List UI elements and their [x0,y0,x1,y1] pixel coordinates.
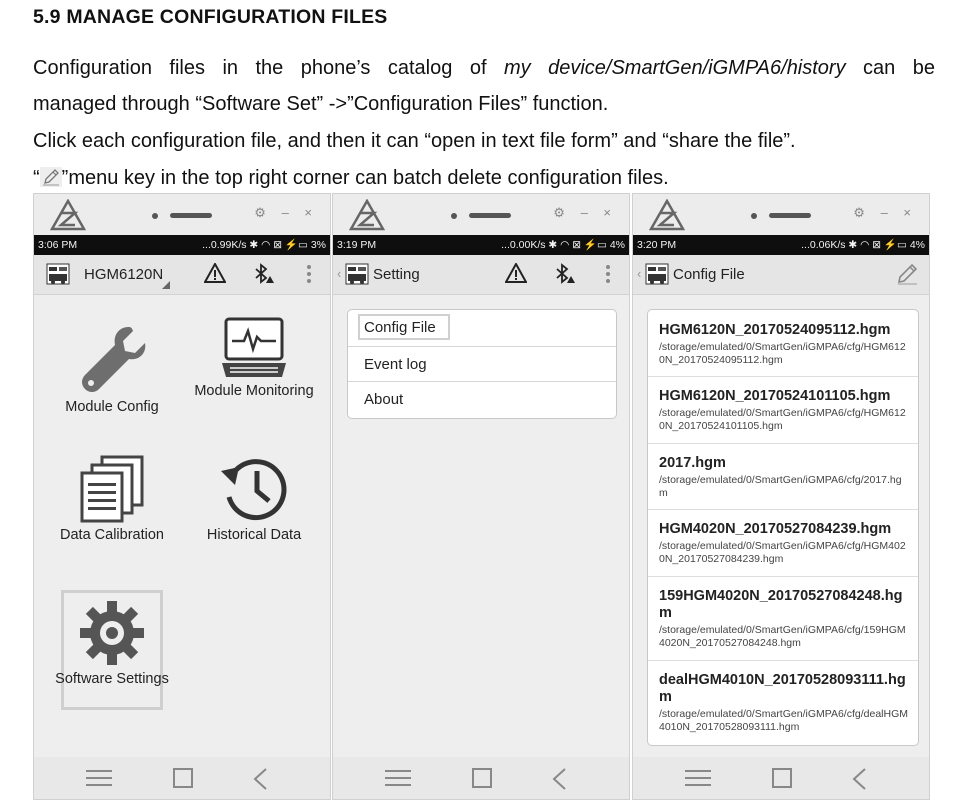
menu-item-label: Event log [364,356,427,373]
device-name[interactable]: HGM6120N [84,266,164,283]
menu-item-label: Config File [364,319,436,336]
page-title: Config File [673,266,745,283]
smartgen-logo-icon [649,199,685,231]
status-bar [633,235,929,255]
tile-label: Data Calibration [60,527,164,543]
menu-icon[interactable] [385,768,411,788]
app-logo-icon [345,263,369,285]
monitor-icon [220,317,288,379]
p4-open-quote: “ [33,167,40,189]
wrench-icon [77,323,147,395]
warning-icon[interactable] [204,263,226,283]
menu-item-config-file[interactable] [348,310,616,345]
tile-module-monitoring[interactable] [189,317,319,400]
page-title: Setting [373,266,420,283]
menu-item-event-log[interactable] [348,346,616,381]
speaker-bar [769,213,811,218]
status-bar [34,235,330,255]
camera-dot [751,213,757,219]
list-item[interactable] [648,310,918,377]
file-path: /storage/emulated/0/SmartGen/iGMPA6/cfg/HGM6120N_20170524101105.hgm [659,407,906,432]
paragraph-managed: managed through “Software Set” ->”Configuration Files” function. [33,93,609,115]
home-icon[interactable] [471,768,493,788]
config-file-list [647,309,919,746]
section-heading: 5.9 MANAGE CONFIGURATION FILES [33,6,388,28]
file-path: /storage/emulated/0/SmartGen/iGMPA6/cfg/2017.hgm [659,474,902,499]
list-item[interactable] [648,577,918,661]
setting-content [333,295,629,758]
window-titlebar [633,194,929,235]
list-item[interactable] [648,444,918,510]
file-name: HGM6120N_20170524101105.hgm [659,388,891,404]
tile-label: Module Config [65,399,159,415]
documents-icon [78,455,146,523]
app-bar [333,255,629,295]
back-icon[interactable] [551,768,567,790]
status-indicators: ...0.00K/s ✱ ◠ ⊠ ⚡▭ 4% [501,239,625,251]
menu-item-about[interactable] [348,381,616,416]
paragraph-menu-key [33,160,935,196]
settings-menu [347,309,617,419]
app-logo-icon [46,263,70,285]
smartgen-logo-icon [50,199,86,231]
tile-label: Software Settings [55,671,169,687]
file-path: /storage/emulated/0/SmartGen/iGMPA6/cfg/dealHGM4010N_20170528093111.hgm [659,708,908,733]
status-time: 3:19 PM [337,239,377,251]
paragraph-catalog [33,50,935,86]
p4-rest: ”menu key in the top right corner can batch delete configuration files. [61,167,669,189]
home-icon[interactable] [771,768,793,788]
window-controls[interactable]: ⚙ – × [553,205,617,220]
phone-screenshot-config-file [632,193,930,800]
back-chevron-icon[interactable]: ‹ [637,266,642,281]
tile-module-config[interactable] [47,323,177,416]
file-name: dealHGM4010N_20170528093111.hgm [659,672,906,705]
bluetooth-icon[interactable] [252,262,274,286]
tile-label: Historical Data [206,527,302,543]
gear-icon [78,599,146,667]
window-titlebar [34,194,330,235]
pencil-icon [40,167,62,187]
camera-dot [451,213,457,219]
status-bar [333,235,629,255]
speaker-bar [469,213,511,218]
history-clock-icon [219,455,289,523]
tile-historical-data[interactable] [189,455,319,544]
dropdown-corner-icon[interactable] [162,281,170,289]
status-time: 3:20 PM [637,239,677,251]
window-controls[interactable]: ⚙ – × [254,205,318,220]
p1-text-b: can be [845,57,935,79]
tile-label: Module Monitoring [194,383,314,399]
system-nav-bar [633,757,929,799]
p1-text-a: Configuration files in the phone’s catalog of [33,57,504,79]
app-bar [34,255,330,295]
app-logo-icon [645,263,669,285]
menu-icon[interactable] [685,768,711,788]
bluetooth-icon[interactable] [553,262,575,286]
back-icon[interactable] [252,768,268,790]
warning-icon[interactable] [505,263,527,283]
list-item[interactable] [648,661,918,746]
app-bar [633,255,929,295]
window-controls[interactable]: ⚙ – × [853,205,917,220]
smartgen-logo-icon [349,199,385,231]
more-vert-icon[interactable] [605,264,611,284]
file-name: 2017.hgm [659,455,726,471]
file-path: /storage/emulated/0/SmartGen/iGMPA6/cfg/HGM4020N_20170527084239.hgm [659,540,906,565]
status-time: 3:06 PM [38,239,78,251]
phone-screenshot-main-menu [33,193,331,800]
system-nav-bar [333,757,629,799]
list-item[interactable] [648,510,918,577]
config-file-content [633,295,929,758]
main-menu-grid [34,295,330,758]
catalog-path: my device/SmartGen/iGMPA6/history [503,57,846,79]
file-name: 159HGM4020N_20170527084248.hgm [659,588,903,621]
system-nav-bar [34,757,330,799]
more-vert-icon[interactable] [306,264,312,284]
back-icon[interactable] [851,768,867,790]
camera-dot [152,213,158,219]
back-chevron-icon[interactable]: ‹ [337,266,342,281]
phone-screenshot-setting [332,193,630,800]
speaker-bar [170,213,212,218]
menu-item-label: About [364,391,404,408]
menu-icon[interactable] [86,768,112,788]
home-icon[interactable] [172,768,194,788]
file-name: HGM4020N_20170527084239.hgm [659,521,892,537]
file-path: /storage/emulated/0/SmartGen/iGMPA6/cfg/159HGM4020N_20170527084248.hgm [659,624,906,649]
list-item[interactable] [648,377,918,444]
paragraph-click: Click each configuration file, and then it can “open in text file form” and “share the file”. [33,130,796,152]
status-indicators: ...0.99K/s ✱ ◠ ⊠ ⚡▭ 3% [202,239,326,251]
file-name: HGM6120N_20170524095112.hgm [659,322,891,338]
tile-data-calibration[interactable] [47,455,177,544]
pencil-icon[interactable] [895,262,919,286]
window-titlebar [333,194,629,235]
status-indicators: ...0.06K/s ✱ ◠ ⊠ ⚡▭ 4% [801,239,925,251]
file-path: /storage/emulated/0/SmartGen/iGMPA6/cfg/HGM6120N_20170524095112.hgm [659,341,906,366]
tile-software-settings[interactable] [47,599,177,688]
